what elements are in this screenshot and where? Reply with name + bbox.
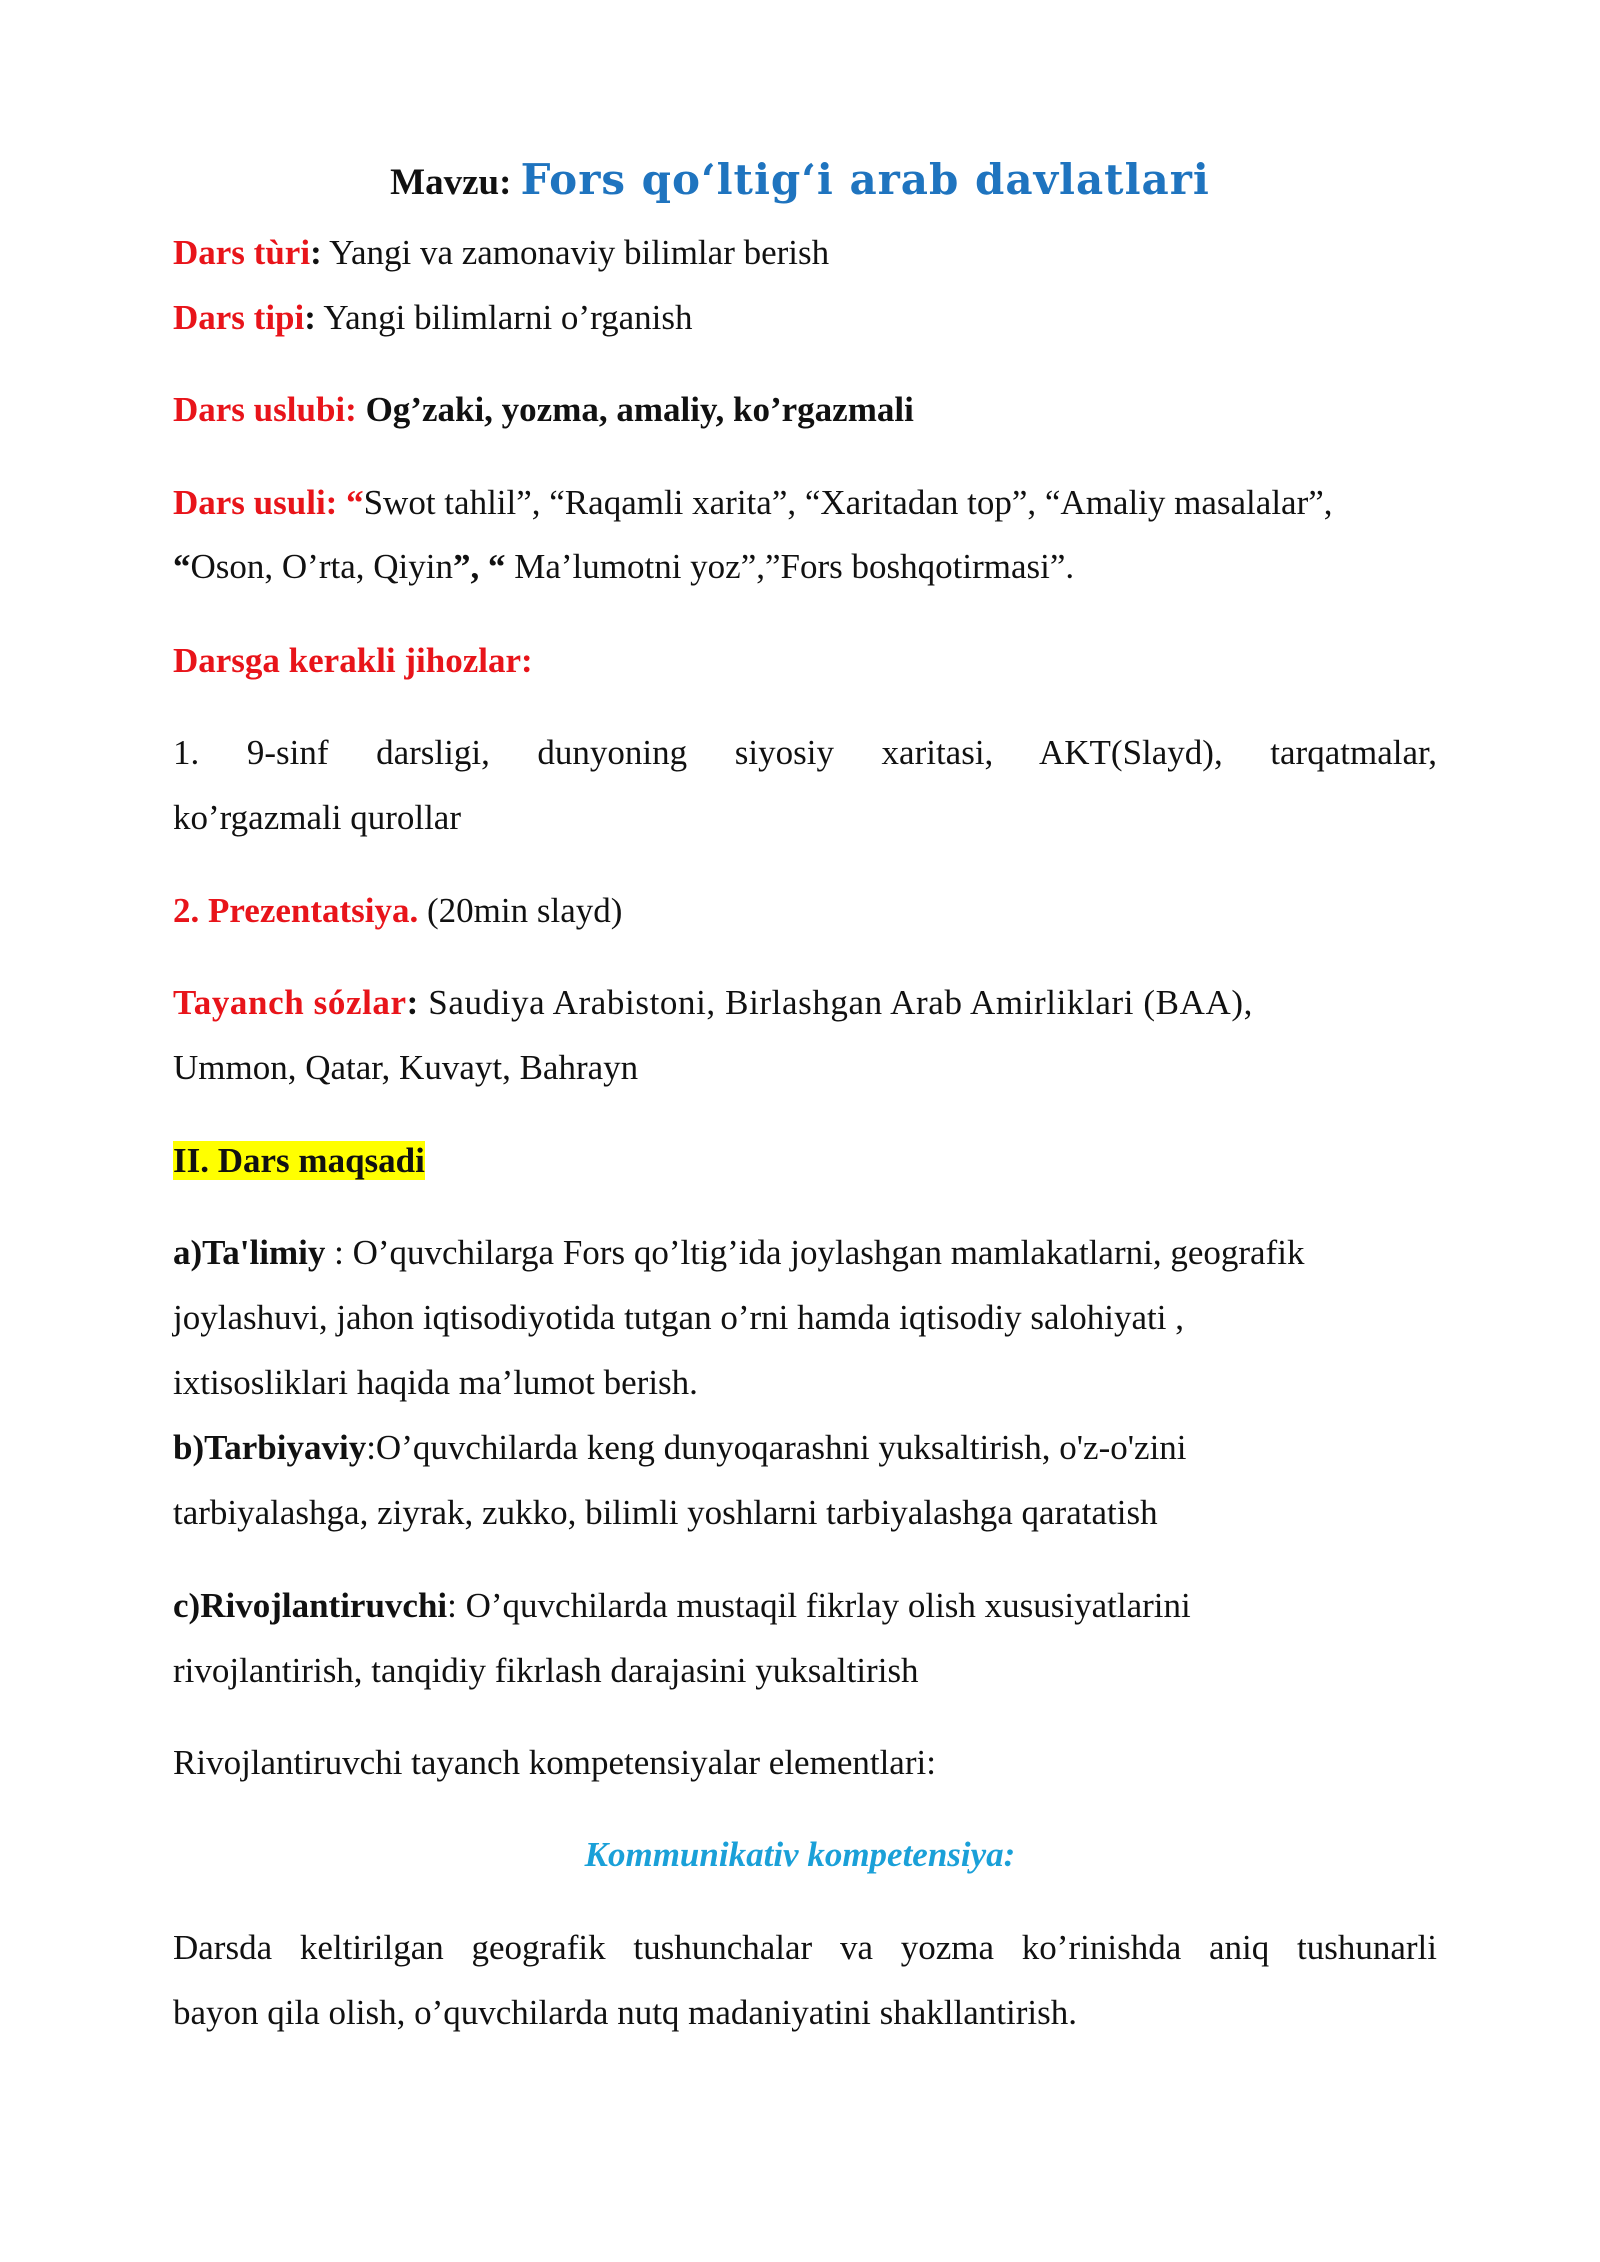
dars-uslubi-text: Og’zaki, yozma, amaliy, ko’rgazmali bbox=[356, 390, 914, 429]
prezentatsiya-text: (20min slayd) bbox=[418, 891, 623, 930]
title-label: Mavzu: bbox=[390, 162, 512, 203]
dars-usuli-text-2a: Oson, O’rta, Qiyin bbox=[190, 547, 453, 586]
tayanch-text-1: Saudiya Arabistoni, Birlashgan Arab Amirliklari (BAA), bbox=[418, 983, 1253, 1022]
dars-uslubi-label: Dars uslubi: bbox=[173, 390, 357, 429]
tayanch-line-2: Ummon, Qatar, Kuvayt, Bahrayn bbox=[173, 1048, 639, 1087]
dars-tipi-line bbox=[173, 293, 1437, 343]
rivojlantiruvchi-label: c)Rivojlantiruvchi bbox=[173, 1586, 448, 1625]
kompetensiya-heading: Kommunikativ kompetensiya: bbox=[584, 1835, 1016, 1874]
kompetensiya-intro: Rivojlantiruvchi tayanch kompetensiyalar elementlari: bbox=[173, 1743, 936, 1782]
dars-usuli-label: Dars usuli: “ bbox=[173, 483, 364, 522]
dars-tipi-label: Dars tipi bbox=[173, 298, 305, 337]
jihozlar-item-1-line-2: ko’rgazmali qurollar bbox=[173, 798, 461, 837]
dars-tipi-colon: : bbox=[304, 298, 316, 337]
dars-usuli-open-quote: “ bbox=[173, 547, 191, 586]
jihozlar-heading: Darsga kerakli jihozlar: bbox=[173, 641, 533, 680]
tayanch-line-1 bbox=[173, 978, 1437, 1028]
dars-turi-label: Dars tùri bbox=[173, 233, 311, 272]
dars-usuli-line-2 bbox=[173, 542, 1437, 592]
tarbiyaviy-label: b)Tarbiyaviy bbox=[173, 1428, 367, 1467]
tarbiyaviy-line-1 bbox=[173, 1423, 1437, 1473]
tayanch-colon: : bbox=[406, 983, 419, 1022]
dars-usuli-text-2b: ”, “ bbox=[452, 547, 506, 586]
tarbiyaviy-text-1: :O’quvchilarda keng dunyoqarashni yuksaltirish, o'z-o'zini bbox=[366, 1428, 1187, 1467]
dars-usuli-text-2c: Ma’lumotni yoz”,”Fors boshqotirmasi”. bbox=[505, 547, 1075, 586]
dars-usuli-line-1 bbox=[173, 478, 1437, 528]
kompetensiya-line-2: bayon qila olish, o’quvchilarda nutq madaniyatini shakllantirish. bbox=[173, 1993, 1077, 2032]
dars-usuli-text-1: Swot tahlil”, “Raqamli xarita”, “Xaritadan top”, “Amaliy masalalar”, bbox=[363, 483, 1333, 522]
talimiy-line-3: ixtisosliklari haqida ma’lumot berish. bbox=[173, 1363, 698, 1402]
dars-tipi-text: Yangi bilimlarni o’rganish bbox=[315, 298, 693, 337]
tayanch-label: Tayanch sózlar bbox=[173, 983, 407, 1022]
dars-turi-line bbox=[173, 228, 1437, 278]
talimiy-text-1: : O’quvchilarga Fors qo’ltig’ida joylashgan mamlakatlarni, geografik bbox=[325, 1233, 1305, 1272]
tarbiyaviy-line-2: tarbiyalashga, ziyrak, zukko, bilimli yoshlarni tarbiyalashga qaratatish bbox=[173, 1493, 1158, 1532]
jihozlar-item-2 bbox=[173, 886, 1437, 936]
talimiy-line-1 bbox=[173, 1228, 1437, 1278]
dars-turi-colon: : bbox=[310, 233, 322, 272]
talimiy-label: a)Ta'limiy bbox=[173, 1233, 326, 1272]
rivojlantiruvchi-line-1 bbox=[173, 1581, 1437, 1631]
jihozlar-item-1-line-1: 1. 9-sinf darsligi, dunyoning siyosiy xaritasi, AKT(Slayd), tarqatmalar, bbox=[173, 733, 1437, 772]
prezentatsiya-label: 2. Prezentatsiya. bbox=[173, 891, 419, 930]
page-title bbox=[0, 152, 1600, 211]
kompetensiya-line-1: Darsda keltirilgan geografik tushunchalar va yozma ko’rinishda aniq tushunarli bbox=[173, 1928, 1437, 1967]
rivojlantiruvchi-line-2: rivojlantirish, tanqidiy fikrlash darajasini yuksaltirish bbox=[173, 1651, 919, 1690]
talimiy-line-2: joylashuvi, jahon iqtisodiyotida tutgan o’rni hamda iqtisodiy salohiyati , bbox=[173, 1298, 1185, 1337]
dars-maqsadi-heading: II. Dars maqsadi bbox=[173, 1141, 425, 1180]
dars-uslubi-line bbox=[173, 385, 1437, 435]
dars-maqsadi-line bbox=[173, 1136, 1437, 1186]
title-topic: Fors qo‘ltig‘i arab davlatlari bbox=[520, 155, 1210, 204]
rivojlantiruvchi-text-1: : O’quvchilarda mustaqil fikrlay olish xususiyatlarini bbox=[447, 1586, 1191, 1625]
dars-turi-text: Yangi va zamonaviy bilimlar berish bbox=[321, 233, 830, 272]
